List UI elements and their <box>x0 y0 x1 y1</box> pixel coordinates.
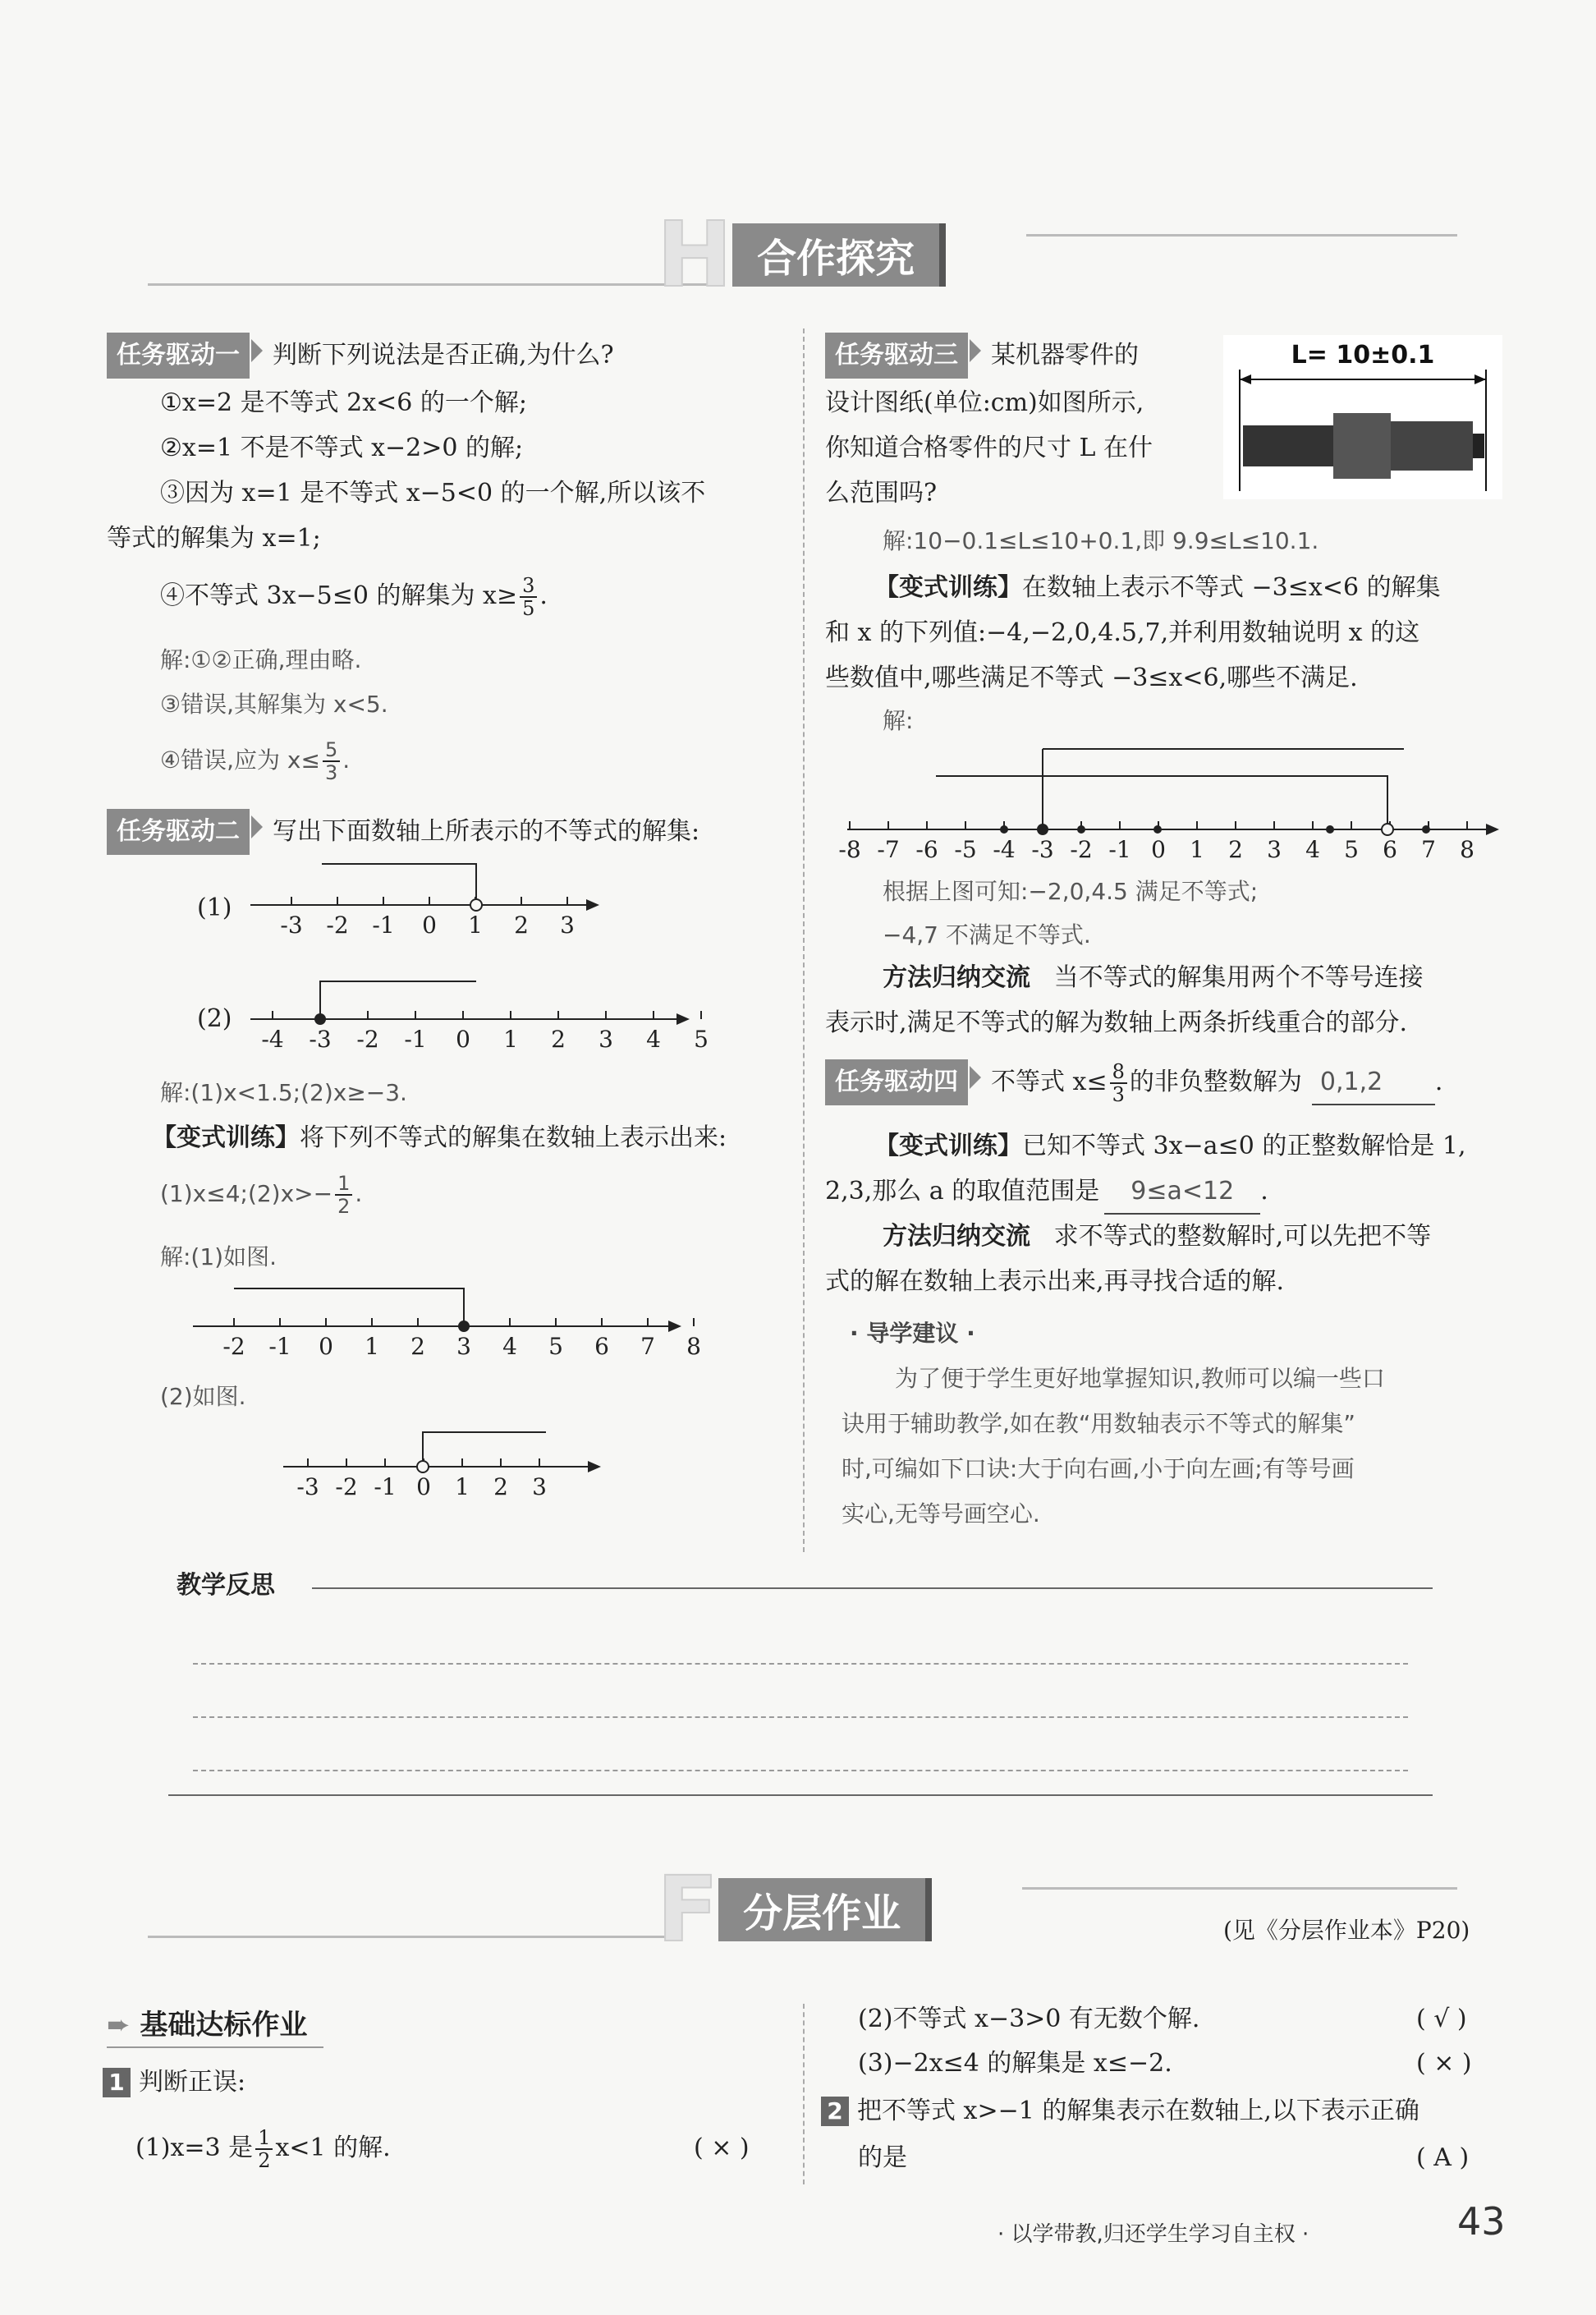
task2-header <box>107 809 699 855</box>
tick-label: 6 <box>594 1333 609 1360</box>
q1-1 <box>135 2127 391 2171</box>
tick-label: 1 <box>1190 836 1204 863</box>
tick-label: 0 <box>1151 836 1166 863</box>
punct: . <box>1260 1177 1268 1206</box>
point-neg4 <box>1000 825 1008 834</box>
footer-motto: · 以学带教,归还学生学习自主权 · <box>998 2222 1309 2247</box>
axis-arrow <box>676 1013 690 1025</box>
task1-answer1: 解:①②正确,理由略. <box>160 646 362 673</box>
task1-tag: 任务驱动一 <box>107 333 250 379</box>
task1-item3-cont: 等式的解集为 x=1; <box>107 524 321 553</box>
task3-line1: 某机器零件的 <box>991 341 1139 370</box>
fraction <box>520 575 537 619</box>
q1-3-answer: ( × ) <box>1416 2049 1472 2078</box>
q1-1-text: (1)x=3 是 <box>135 2134 254 2162</box>
variant-tag: 【变式训练】 <box>152 1123 300 1152</box>
frac-num: 5 <box>323 739 340 762</box>
task1-item4-text: ④不等式 3x−5≤0 的解集为 x≥ <box>160 581 518 610</box>
section-header-cooperation <box>657 202 946 307</box>
task4-method-line2: 式的解在数轴上表示出来,再寻找合适的解. <box>825 1267 1285 1296</box>
number-line-3 <box>189 1277 701 1367</box>
machine-part-figure <box>1223 335 1502 499</box>
task2-variant <box>152 1117 727 1160</box>
task3-answer: 解:10−0.1≤L≤10+0.1,即 9.9≤L≤10.1. <box>883 527 1319 554</box>
variant-tag: 【变式训练】 <box>874 1132 1022 1160</box>
task4-method-line1 <box>883 1215 1431 1258</box>
point-0 <box>1153 825 1162 834</box>
task1-item3: ③因为 x=1 是不等式 x−5<0 的一个解,所以该不 <box>160 479 706 508</box>
tick-label: 2 <box>1228 836 1243 863</box>
open-point <box>1382 824 1393 835</box>
section2-rule-left <box>148 1936 673 1938</box>
task1-header <box>107 333 614 379</box>
tick-label: -3 <box>309 1026 332 1053</box>
q2-line1 <box>821 2090 1419 2133</box>
section2-letter: F <box>657 1857 719 1962</box>
q2-answer: ( A ) <box>1416 2143 1470 2172</box>
closed-point <box>458 1321 470 1332</box>
guide-line3: 时,可编如下口诀:大于向右画,小于向左画;有等号画 <box>842 1455 1355 1482</box>
solution-ray <box>320 981 476 1019</box>
tick-label: 5 <box>1344 836 1359 863</box>
frac-den: 5 <box>522 597 535 620</box>
task4-prompt: 不等式 x≤ <box>991 1068 1108 1096</box>
method-text: 求不等式的整数解时,可以先把不等 <box>1053 1222 1432 1251</box>
q2-line2: 的是 <box>858 2143 907 2172</box>
task3-conclusion2: −4,7 不满足不等式. <box>883 921 1091 949</box>
task3-line2: 设计图纸(单位:cm)如图所示, <box>825 388 1144 417</box>
part-nut <box>1333 413 1391 479</box>
tick-label: -5 <box>954 836 977 863</box>
part-tip <box>1473 434 1484 458</box>
fraction <box>335 1173 352 1217</box>
solution-ray <box>322 864 476 905</box>
tick-label: 3 <box>456 1333 471 1360</box>
solution-ray <box>423 1432 546 1467</box>
tick-label: 2 <box>410 1333 425 1360</box>
axis-arrow <box>668 1321 681 1332</box>
tick-label: 4 <box>1305 836 1320 863</box>
task3-line4: 么范围吗? <box>825 479 938 508</box>
tick-label: -1 <box>374 1473 397 1500</box>
part-body <box>1391 421 1473 471</box>
punct: . <box>539 581 548 610</box>
tick-label: 3 <box>598 1026 613 1053</box>
point-4-5 <box>1326 825 1334 834</box>
tick-label: -3 <box>1031 836 1054 863</box>
q1-3: (3)−2x≤4 的解集是 x≤−2. <box>858 2049 1172 2078</box>
task1-item4 <box>160 575 548 619</box>
open-point <box>417 1461 429 1472</box>
task4-variant-blank: 9≤a<12 <box>1104 1170 1260 1215</box>
tick-label: 0 <box>422 912 437 939</box>
tick-label: -2 <box>356 1026 379 1053</box>
task3-method-line2: 表示时,满足不等式的解为数轴上两条折线重合的部分. <box>825 1008 1408 1037</box>
homework-heading <box>107 2004 323 2048</box>
arrow-icon: ➨ <box>107 2009 131 2042</box>
task1-item2: ②x=1 不是不等式 x−2>0 的解; <box>160 434 524 462</box>
fraction <box>255 2127 273 2171</box>
figure-label: L= 10±0.1 <box>1291 341 1435 370</box>
q1-text: 判断正误: <box>139 2068 246 2097</box>
frac-num: 1 <box>335 1173 352 1196</box>
task1-item1: ①x=2 是不等式 2x<6 的一个解; <box>160 388 527 417</box>
tick-label: 2 <box>551 1026 566 1053</box>
tick-group <box>261 1011 709 1053</box>
open-point <box>470 899 482 911</box>
punct: . <box>1434 1068 1443 1096</box>
task3-variant-line1 <box>874 567 1441 609</box>
q1-2: (2)不等式 x−3>0 有无数个解. <box>858 2005 1200 2033</box>
section-rule-right <box>1026 234 1457 237</box>
variant-tag: 【变式训练】 <box>874 573 1022 602</box>
task4-header <box>825 1059 1442 1105</box>
section-letter: H <box>657 202 733 307</box>
tick-label: 1 <box>468 912 483 939</box>
numline1-label: (1) <box>197 893 232 922</box>
task3-conclusion1: 根据上图可知:−2,0,4.5 满足不等式; <box>883 878 1259 905</box>
q1-1-answer: ( × ) <box>694 2134 750 2162</box>
number-line-5 <box>837 739 1519 862</box>
tick-label: 6 <box>1383 836 1397 863</box>
tick-label: -2 <box>335 1473 358 1500</box>
homework-reference: (见《分层作业本》P20) <box>1223 1917 1470 1944</box>
tick-label: 4 <box>646 1026 661 1053</box>
q2-number: 2 <box>821 2097 849 2126</box>
task3-tag: 任务驱动三 <box>825 333 968 379</box>
part-thread <box>1243 425 1333 466</box>
frac-num: 1 <box>255 2127 273 2150</box>
section-title: 合作探究 <box>732 223 946 287</box>
page-number: 43 <box>1457 2199 1506 2244</box>
task3-variant-line2: 和 x 的下列值:−4,−2,0,4.5,7,并利用数轴说明 x 的这 <box>825 618 1420 647</box>
q2-text: 把不等式 x>−1 的解集表示在数轴上,以下表示正确 <box>857 2097 1419 2125</box>
tick-label: -2 <box>1070 836 1093 863</box>
homework-heading-text: 基础达标作业 <box>140 2009 308 2042</box>
variant-text-2: 2,3,那么 a 的取值范围是 <box>825 1177 1100 1206</box>
tick-label: -1 <box>1108 836 1131 863</box>
tick-label: 5 <box>694 1026 709 1053</box>
variant-text: 在数轴上表示不等式 −3≤x<6 的解集 <box>1022 573 1441 602</box>
tick-label: 8 <box>686 1333 701 1360</box>
frac-den: 2 <box>258 2149 271 2172</box>
task2-variant-items <box>160 1173 362 1217</box>
punct: . <box>342 746 351 774</box>
task2-sol2: (2)如图. <box>160 1383 246 1410</box>
task1-answer3-text: ④错误,应为 x≤ <box>160 746 320 774</box>
axis-arrow <box>586 899 599 911</box>
task2-sol1: 解:(1)如图. <box>160 1243 277 1270</box>
tick-label: 1 <box>365 1333 379 1360</box>
tick-label: -3 <box>280 912 303 939</box>
tick-label: -2 <box>222 1333 245 1360</box>
q1-number: 1 <box>103 2068 131 2097</box>
frac-den: 3 <box>324 761 338 784</box>
fraction <box>323 739 340 783</box>
reflection-bottom-border <box>168 1794 1433 1796</box>
column-divider-2 <box>803 2004 805 2184</box>
point-7 <box>1422 825 1430 834</box>
punct: . <box>355 1180 363 1207</box>
tick-label: -1 <box>372 912 395 939</box>
tick-label: 3 <box>532 1473 547 1500</box>
reflection-line-1[interactable] <box>193 1663 1408 1665</box>
frac-num: 3 <box>520 575 537 598</box>
tick-label: 4 <box>502 1333 517 1360</box>
reflection-top-border <box>312 1587 1433 1589</box>
method-tag: 方法归纳交流 <box>883 963 1030 992</box>
point-neg2 <box>1077 825 1085 834</box>
task1-answer3 <box>160 739 350 783</box>
section-rule-left <box>148 283 714 286</box>
tick-label: 2 <box>493 1473 508 1500</box>
guide-title: · 导学建议 · <box>850 1320 975 1347</box>
task3-sol-label: 解: <box>883 707 914 734</box>
task2-prompt: 写出下面数轴上所表示的不等式的解集: <box>273 817 700 846</box>
tick-label: -4 <box>993 836 1016 863</box>
reflection-title: 教学反思 <box>177 1571 275 1600</box>
tick-label: 0 <box>456 1026 470 1053</box>
fraction <box>1110 1061 1127 1105</box>
reflection-line-3[interactable] <box>193 1770 1408 1771</box>
section2-rule-right <box>1022 1887 1457 1890</box>
tick-label: 1 <box>503 1026 518 1053</box>
tick-label: -8 <box>838 836 861 863</box>
column-divider <box>803 328 805 1552</box>
tick-label: 7 <box>640 1333 655 1360</box>
closed-point <box>314 1013 326 1025</box>
axis-arrow <box>1486 824 1499 835</box>
axis-arrow <box>588 1461 601 1472</box>
task3-variant-line3: 些数值中,哪些满足不等式 −3≤x<6,哪些不满足. <box>825 664 1358 692</box>
task4-tag: 任务驱动四 <box>825 1059 968 1105</box>
task4-answer-blank: 0,1,2 <box>1312 1061 1435 1105</box>
q1-1-suffix: x<1 的解. <box>275 2134 391 2162</box>
variant-items-text: (1)x≤4;(2)x>− <box>160 1180 333 1207</box>
ray-right <box>936 776 1043 829</box>
variant-text: 已知不等式 3x−a≤0 的正整数解恰是 1, <box>1022 1132 1466 1160</box>
tick-label: 0 <box>319 1333 333 1360</box>
numline2-label: (2) <box>197 1004 232 1033</box>
task3-header <box>825 333 1139 379</box>
tick-label: -1 <box>268 1333 291 1360</box>
tick-label: -7 <box>877 836 900 863</box>
task4-variant-line1 <box>874 1125 1465 1168</box>
task3-line3: 你知道合格零件的尺寸 L 在什 <box>825 434 1153 462</box>
tick-label: 1 <box>455 1473 470 1500</box>
task2-tag: 任务驱动二 <box>107 809 250 855</box>
task4-variant-line2 <box>825 1170 1268 1215</box>
variant-text: 将下列不等式的解集在数轴上表示出来: <box>300 1123 727 1152</box>
tick-label: 7 <box>1421 836 1436 863</box>
tick-group <box>280 897 575 939</box>
method-tag: 方法归纳交流 <box>883 1222 1030 1251</box>
method-text: 当不等式的解集用两个不等号连接 <box>1053 963 1424 992</box>
frac-den: 3 <box>1112 1083 1125 1106</box>
section-header-homework <box>657 1857 932 1962</box>
guide-line2: 诀用于辅助教学,如在教“用数轴表示不等式的解集” <box>842 1410 1355 1437</box>
frac-num: 8 <box>1110 1061 1127 1084</box>
task2-answer: 解:(1)x<1.5;(2)x≥−3. <box>160 1079 407 1106</box>
q1-2-answer: ( √ ) <box>1416 2005 1467 2033</box>
closed-point <box>1037 824 1048 835</box>
tick-label: 2 <box>514 912 529 939</box>
number-line-4 <box>279 1421 608 1511</box>
q1-line <box>103 2061 245 2104</box>
reflection-line-2[interactable] <box>193 1716 1408 1718</box>
frac-den: 2 <box>337 1195 351 1218</box>
task1-answer2: ③错误,其解集为 x<5. <box>160 691 388 718</box>
number-line-2 <box>246 965 709 1055</box>
tick-label: -4 <box>261 1026 284 1053</box>
task1-prompt: 判断下列说法是否正确,为什么? <box>273 341 614 370</box>
solution-ray <box>234 1288 464 1326</box>
guide-line1: 为了便于学生更好地掌握知识,教师可以编一些口 <box>895 1365 1385 1392</box>
tick-label: 3 <box>1267 836 1282 863</box>
tick-label: -6 <box>915 836 938 863</box>
tick-label: 5 <box>548 1333 563 1360</box>
tick-label: -1 <box>404 1026 427 1053</box>
tick-label: -2 <box>326 912 349 939</box>
task3-method-line1 <box>883 957 1424 999</box>
guide-line4: 实心,无等号画空心. <box>842 1500 1040 1527</box>
tick-label: 3 <box>560 912 575 939</box>
number-line-1 <box>246 854 608 944</box>
tick-label: 8 <box>1460 836 1474 863</box>
section2-title: 分层作业 <box>718 1878 932 1941</box>
tick-label: 0 <box>416 1473 431 1500</box>
task4-prompt-mid: 的非负整数解为 <box>1129 1068 1302 1096</box>
tick-label: -3 <box>296 1473 319 1500</box>
